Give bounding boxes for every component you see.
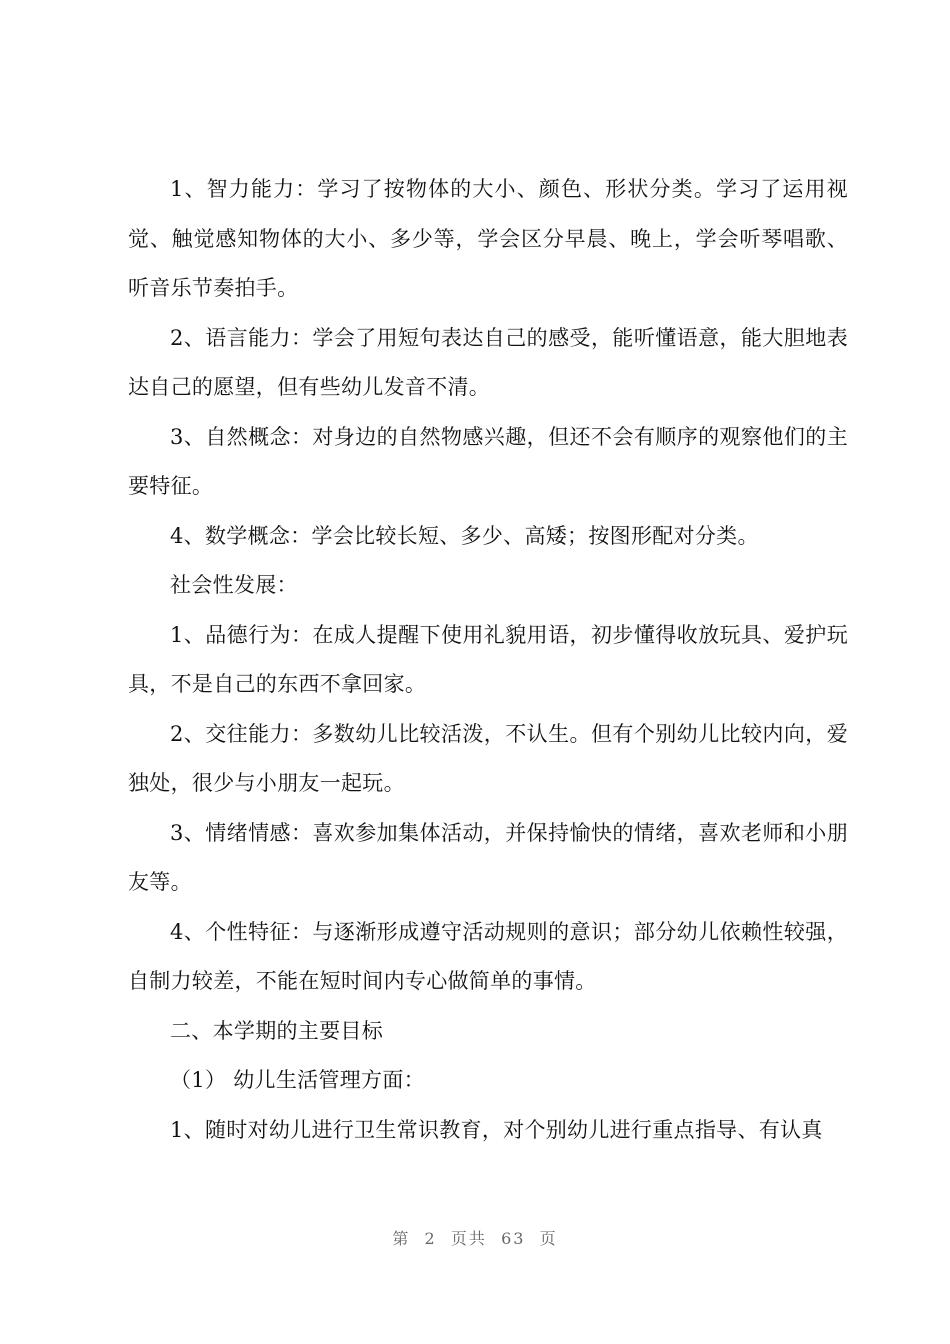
paragraph-math: 4、数学概念：学会比较长短、多少、高矮；按图形配对分类。 [170, 523, 759, 548]
paragraph-emotion: 3、情绪情感：喜欢参加集体活动，并保持愉快的情绪，喜欢老师和小朋友等。 [128, 820, 848, 894]
subsection-heading-life-management: （1） 幼儿生活管理方面： [170, 1068, 425, 1092]
section-heading-goals: 二、本学期的主要目标 [170, 1018, 383, 1043]
paragraph-language: 2、语言能力：学会了用短句表达自己的感受，能听懂语意，能大胆地表达自己的愿望，但有些幼儿发音不清。 [128, 325, 848, 399]
section-heading-social: 社会性发展： [170, 573, 298, 597]
page-number-label: 第 2 页共 63 页 [392, 1229, 558, 1248]
paragraph-morality: 1、品德行为：在成人提醒下使用礼貌用语，初步懂得收放玩具、爱护玩具，不是自己的东西不拿回家。 [128, 622, 848, 696]
document-body [128, 165, 848, 1155]
paragraph-hygiene: 1、随时对幼儿进行卫生常识教育，对个别幼儿进行重点指导、有认真 [170, 1117, 823, 1142]
paragraph-intellect: 1、智力能力：学习了按物体的大小、颜色、形状分类。学习了运用视觉、触觉感知物体的大小、多少等，学会区分早晨、晚上，学会听琴唱歌、听音乐节奏拍手。 [128, 177, 848, 300]
paragraph-personality: 4、个性特征：与逐渐形成遵守活动规则的意识；部分幼儿依赖性较强，自制力较差，不能在短时间内专心做简单的事情。 [128, 919, 848, 993]
paragraph-nature: 3、自然概念：对身边的自然物感兴趣，但还不会有顺序的观察他们的主要特征。 [128, 424, 848, 498]
paragraph-communication: 2、交往能力：多数幼儿比较活泼，不认生。但有个别幼儿比较内向，爱独处，很少与小朋友一起玩。 [128, 721, 848, 795]
page-footer [0, 1226, 950, 1249]
